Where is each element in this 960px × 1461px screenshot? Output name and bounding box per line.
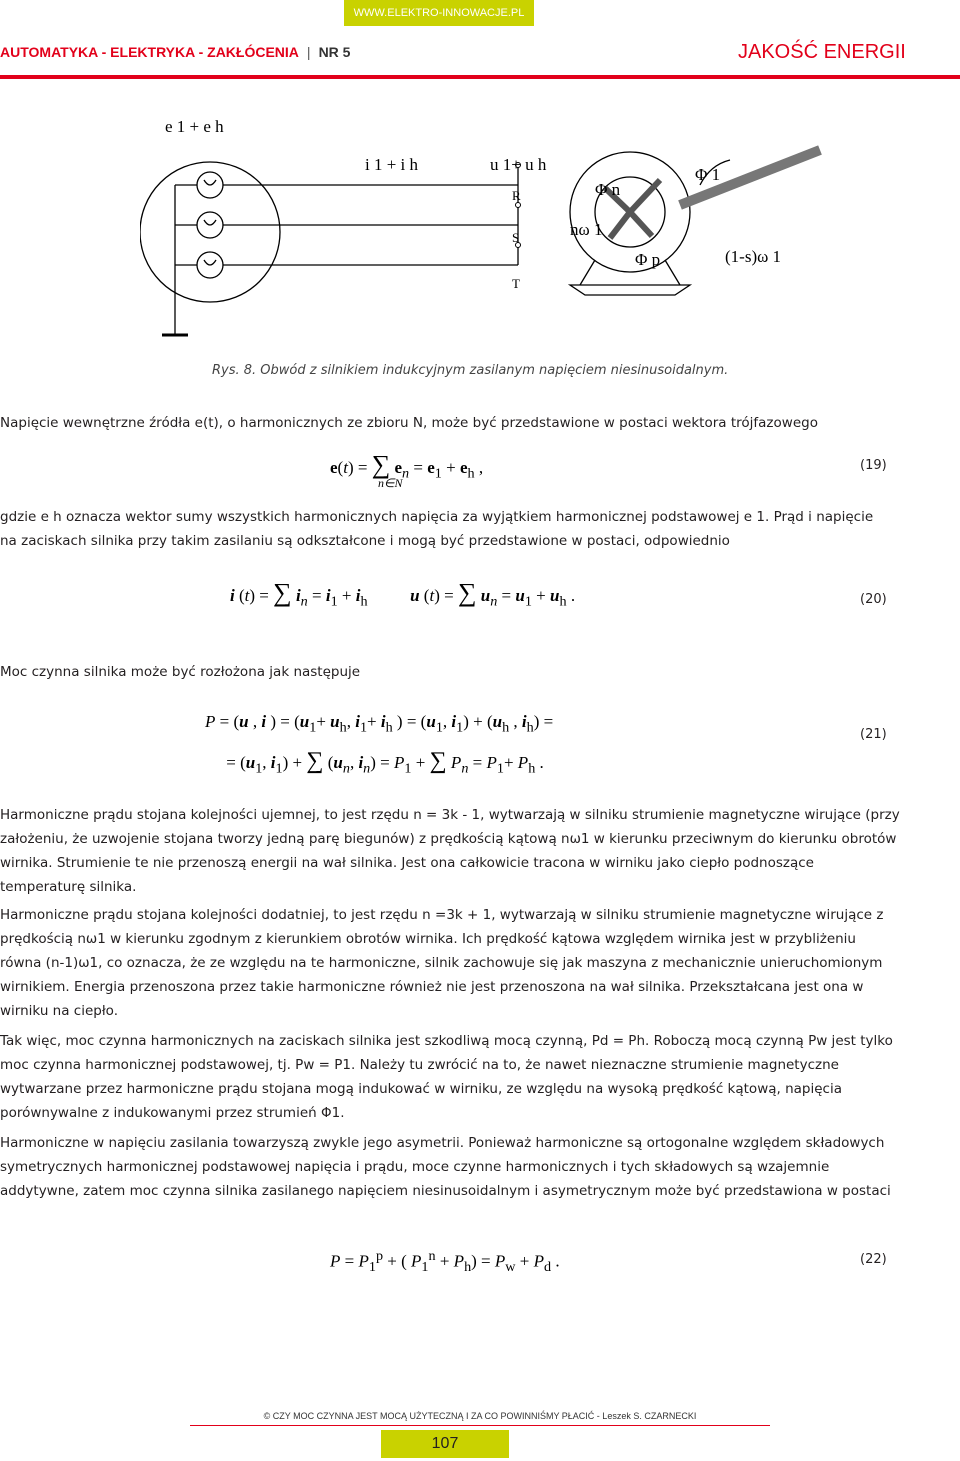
paragraph-6: Tak więc, moc czynna harmonicznych na zaciskach silnika jest szkodliwą mocą czynną, Pd = Ph. Roboczą mocą czynną Pw jest tylko moc czynna harmonicznej podstawowej, tj. Pw = P1. Należy tu zwrócić na to, że nawet nieznaczne strumienie magnetyczne wytwarzane przez harmoniczne prądu stojana mogą indukować w wirniku, ze względu na wysoką prędkość kątową, napięcia porównywalne z indukowanymi przez strumień Φ1. — [0, 1033, 893, 1121]
equation-21-number: (21) — [860, 727, 887, 742]
header-rule — [0, 75, 960, 79]
label-source: e 1 + e h — [165, 117, 224, 136]
footer-credit: © CZY MOC CZYNNA JEST MOCĄ UŻYTECZNĄ I ZA CO POWINNIŚMY PŁACIĆ - Leszek S. CZARNECKI — [263, 1411, 697, 1421]
equation-19-number: (19) — [860, 458, 887, 473]
label-current: i 1 + i h — [365, 155, 419, 174]
page-number: 107 — [381, 1430, 509, 1458]
equation-20: i (t) = ∑ $i_n = i_1 + i_h$ u (t) = ∑ $u_n = u_1 + u_h$ . — [230, 578, 576, 610]
equation-22-number: (22) — [860, 1252, 887, 1267]
paragraph-5: Harmoniczne prądu stojana kolejności dodatniej, to jest rzędu n =3k + 1, wytwarzają w silniku strumienie magnetyczne wirujące z prędkością nω1 w kierunku zgodnym z kierunkiem obrotów wirnika. Ich prędkość kątowa względem wirnika jest w przybliżeniu równa (n-1)ω1, co oznacza, że ze względu na te harmoniczne, silnik zachowuje się jak maszyna z mechanicznie unieruchomionym wirnikiem. Energia przenoszona przez takie harmoniczne również nie jest przenoszona na wał silnika. Przekształcana jest ona w wirniku na ciepło. — [0, 907, 884, 1019]
journal-name: AUTOMATYKA - ELEKTRYKA - ZAKŁÓCENIA — [0, 44, 299, 60]
paragraph-1: Napięcie wewnętrzne źródła e(t), o harmonicznych ze zbioru N, może być przedstawione w postaci wektora trójfazowego — [0, 415, 818, 431]
equation-20-number: (20) — [860, 592, 887, 607]
label-flux-1: Φ 1 — [695, 165, 721, 184]
label-phase-t: T — [512, 276, 520, 291]
equation-22: $P = P_1^p$ + ( $P_1^n + P_h) = P_w + P_d$ . — [330, 1248, 560, 1276]
paragraph-2-line-1: gdzie e h oznacza wektor sumy wszystkich harmonicznych napięcia za wyjątkiem harmonicznej podstawowej e 1. Prąd i napięcie — [0, 509, 874, 525]
label-phase-s: S — [512, 230, 520, 245]
equation-19: e(t) = ∑ $e_n = e_1 + e_h$ , n∈N — [330, 450, 484, 490]
circuit-figure — [140, 110, 840, 360]
section-title: JAKOŚĆ ENERGII — [738, 41, 906, 63]
label-flux-p: Φ p — [635, 250, 661, 269]
paragraph-2 — [0, 505, 900, 553]
paragraph-3: Moc czynna silnika może być rozłożona jak następuje — [0, 664, 361, 680]
equation-21: P = (u , i ) = ($u_1+ u_h$, $i_1+ i_h$ ) = ($u_1$, $i_1) + (u_h$ , $i_h$) = = ($u_1$, $i_1$) + ∑ ($u_n$, $i_n) = P_1$ + ∑ $P_n = P_1+ P_h$ . — [205, 712, 554, 777]
paragraph-4: Harmoniczne prądu stojana kolejności ujemnej, to jest rzędu n = 3k - 1, wytwarzają w silniku strumienie magnetyczne wirujące (przy założeniu, że uzwojenie stojana tworzy jedną parę biegunów) z prędkością kątową nω1 w kierunku przeciwnym do kierunku obrotów wirnika. Strumienie te nie przenoszą energii na wał silnika. Jest ona całkowicie tracona w wirniku jako ciepło podnoszące temperaturę silnika. — [0, 807, 900, 895]
circuit-diagram — [140, 110, 840, 360]
label-slip-speed: (1-s)ω 1 — [725, 247, 782, 266]
footer-rule — [190, 1425, 770, 1426]
figure-caption: Rys. 8. Obwód z silnikiem indukcyjnym zasilanym napięciem niesinusoidalnym. — [212, 363, 729, 378]
site-url[interactable]: WWW.ELEKTRO-INNOWACJE.PL — [344, 0, 534, 26]
label-omega-n: nω 1 — [570, 220, 603, 239]
label-phase-r: R — [512, 188, 521, 203]
paragraph-2-line-2: na zaciskach silnika przy takim zasilaniu są odkształcone i mogą być przedstawione w postaci, odpowiednio — [0, 533, 730, 549]
issue-number: NR 5 — [318, 44, 351, 60]
journal-title — [0, 44, 350, 60]
label-flux-n: Φ n — [595, 180, 621, 199]
paragraph-7: Harmoniczne w napięciu zasilania towarzyszą zwykle jego asymetrii. Ponieważ harmoniczne są ortogonalne względem składowych symetrycznych harmonicznej podstawowej napięcia i prądu, moce czynne harmonicznych i tych składowych są wzajemnie addytywne, zatem moc czynna silnika zasilanego napięciem niesinusoidalnym i asymetrycznym może być przedstawiona w postaci — [0, 1135, 891, 1199]
label-voltage: u 1+ u h — [490, 155, 547, 174]
header-separator: | — [306, 44, 311, 60]
